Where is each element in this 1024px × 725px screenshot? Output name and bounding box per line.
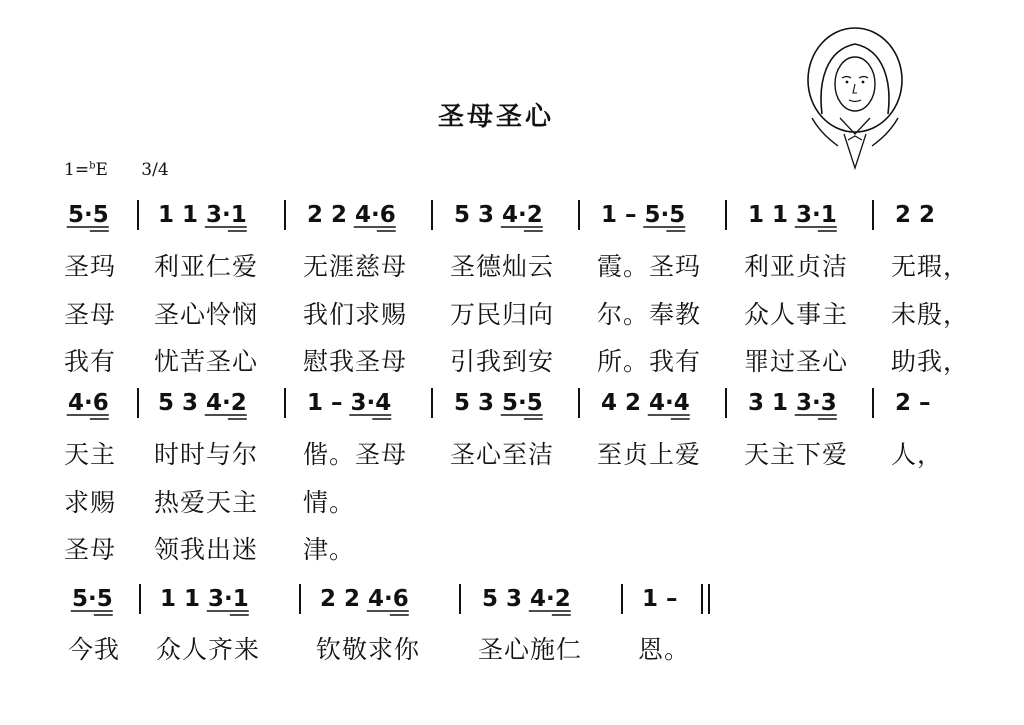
note-group: 1 – — [642, 586, 678, 612]
lyric-syllables: 所。我有 — [597, 347, 702, 376]
lyric-syllables: 众人事主 — [744, 300, 849, 329]
lyric-syllables: 天主 — [64, 440, 117, 469]
lyric-syllables: 圣心施仁 — [478, 635, 583, 664]
note-group: 2 2 4·6 — [320, 586, 409, 612]
lyric-syllables: 人， — [891, 440, 944, 469]
lyric-syllables: 求赐 — [64, 488, 117, 517]
lyric-syllables: 利亚贞洁 — [744, 252, 849, 281]
time-signature: 3/4 — [141, 160, 169, 180]
lyric-syllables: 热爱天主 — [154, 488, 259, 517]
lyric-syllables: 钦敬求你 — [316, 635, 421, 664]
note-group: 2 2 4·6 — [307, 202, 396, 228]
lyric-syllables: 恩。 — [638, 635, 691, 664]
lyric-syllables: 圣心怜悯 — [154, 300, 259, 329]
lyric-syllables: 万民归向 — [450, 300, 555, 329]
lyric-syllables: 圣心至洁 — [450, 440, 555, 469]
lyric-syllables: 领我出迷 — [154, 535, 259, 564]
lyric-syllables: 圣德灿云 — [450, 252, 555, 281]
note-group: 5·5 — [72, 586, 113, 612]
note-group: 1 1 3·1 — [748, 202, 837, 228]
key-note: E — [95, 160, 108, 180]
note-group: 5 3 4·2 — [158, 390, 247, 416]
note-group: 2 – — [895, 390, 931, 416]
lyric-syllables: 情。 — [303, 488, 356, 517]
lyric-syllables: 无瑕， — [891, 252, 970, 281]
lyric-syllables: 圣玛 — [64, 252, 117, 281]
flat-sign: b — [89, 160, 96, 172]
lyric-syllables: 利亚仁爱 — [154, 252, 259, 281]
lyric-syllables: 无涯慈母 — [303, 252, 408, 281]
lyric-syllables: 霞。圣玛 — [597, 252, 702, 281]
song-title: 圣母圣心 — [438, 102, 555, 132]
lyric-syllables: 时时与尔 — [154, 440, 259, 469]
lyric-syllables: 偕。圣母 — [303, 440, 408, 469]
lyric-syllables: 津。 — [303, 535, 356, 564]
lyric-syllables: 助我， — [891, 347, 970, 376]
note-group: 1 – 3·4 — [307, 390, 392, 416]
key-prefix: 1= — [64, 160, 90, 180]
lyric-syllables: 引我到安 — [450, 347, 555, 376]
lyric-syllables: 罪过圣心 — [744, 347, 849, 376]
lyric-syllables: 我有 — [64, 347, 117, 376]
lyric-syllables: 天主下爱 — [744, 440, 849, 469]
note-group: 1 1 3·1 — [158, 202, 247, 228]
lyric-syllables: 至贞上爱 — [597, 440, 702, 469]
lyric-syllables: 今我 — [68, 635, 121, 664]
note-group: 2 2 — [895, 202, 936, 228]
lyric-syllables: 尔。奉教 — [597, 300, 702, 329]
note-group: 3 1 3·3 — [748, 390, 837, 416]
note-group: 5 3 4·2 — [482, 586, 571, 612]
note-group: 1 – 5·5 — [601, 202, 686, 228]
note-group: 5·5 — [68, 202, 109, 228]
note-group: 5 3 5·5 — [454, 390, 543, 416]
note-group: 4 2 4·4 — [601, 390, 690, 416]
lyric-syllables: 我们求赐 — [303, 300, 408, 329]
note-group: 4·6 — [68, 390, 109, 416]
lyric-syllables: 未殷， — [891, 300, 970, 329]
lyric-syllables: 慰我圣母 — [303, 347, 408, 376]
lyric-syllables: 众人齐来 — [156, 635, 261, 664]
lyric-syllables: 圣母 — [64, 300, 117, 329]
lyric-syllables: 忧苦圣心 — [154, 347, 259, 376]
note-group: 5 3 4·2 — [454, 202, 543, 228]
lyric-syllables: 圣母 — [64, 535, 117, 564]
note-group: 1 1 3·1 — [160, 586, 249, 612]
